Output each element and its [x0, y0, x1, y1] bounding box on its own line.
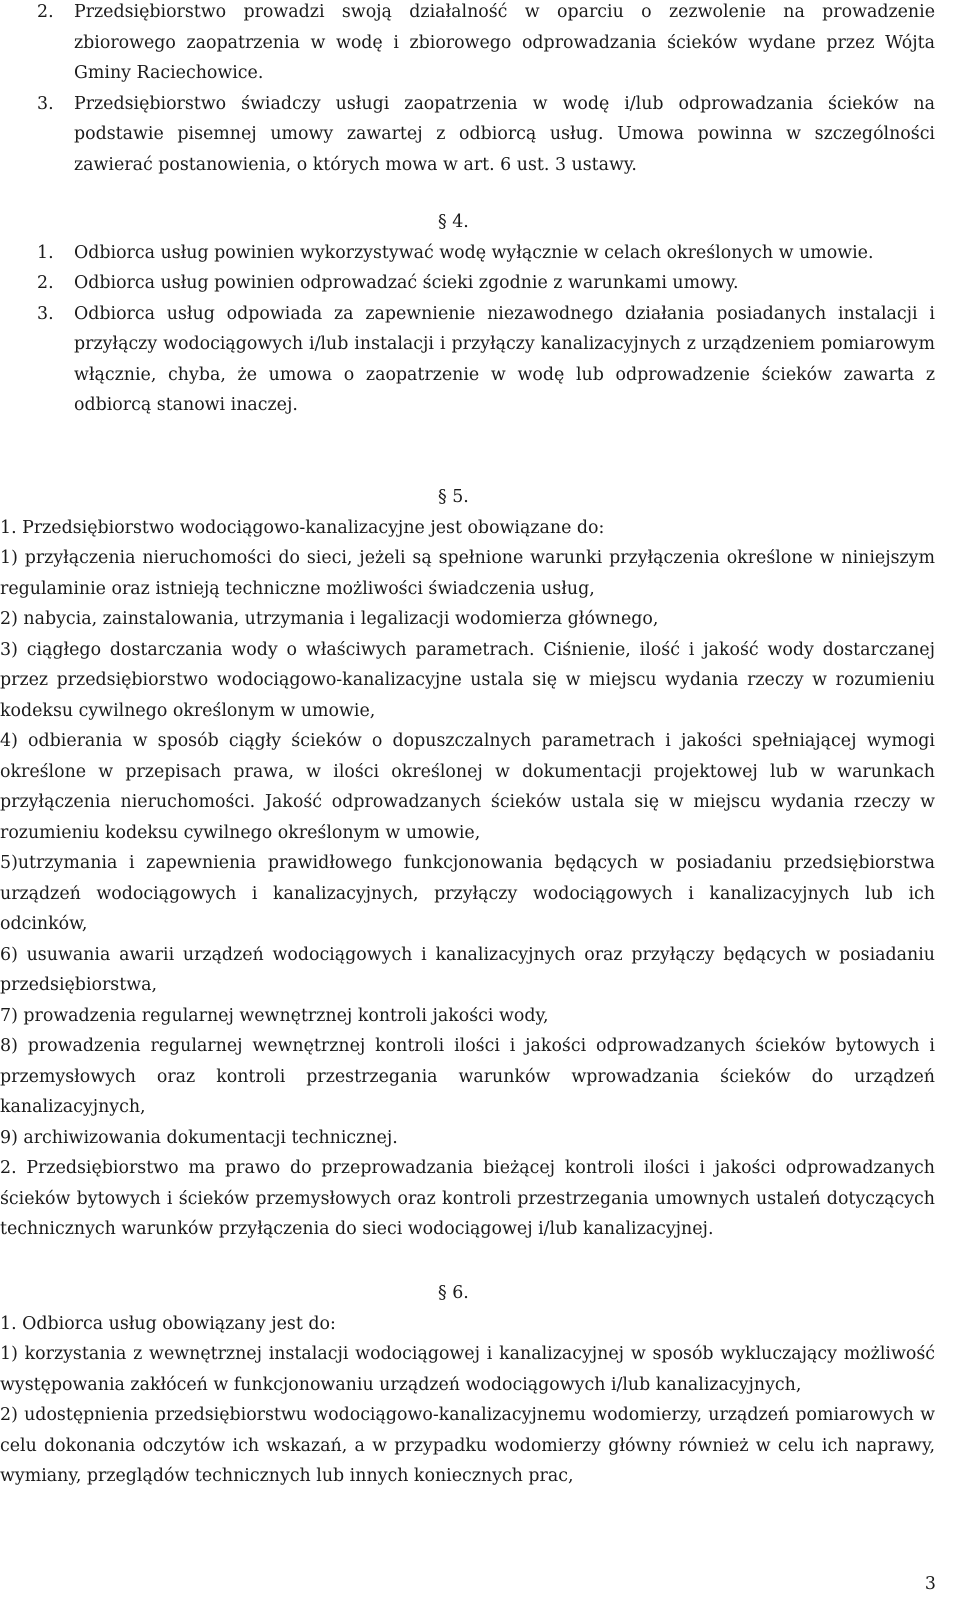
list-item [0, 0, 960, 89]
section-heading: § 6. [438, 1283, 469, 1303]
top-items [0, 0, 960, 180]
section-6 [0, 1278, 960, 1492]
item-number: 1. [37, 242, 54, 263]
paragraph: 5)utrzymania i zapewnienia prawidłowego funkcjonowania będących w posiadaniu przedsiębiorstwa urządzeń wodociągowych i kanalizacyjnych, przyłączy wodociągowych i kanalizacyjnych lub ich odcinków, [0, 853, 935, 934]
section-4 [0, 207, 960, 421]
section-5 [0, 482, 960, 1245]
paragraph: 2) nabycia, zainstalowania, utrzymania i legalizacji wodomierza głównego, [0, 609, 659, 629]
item-text: Przedsiębiorstwo prowadzi swoją działalność w oparciu o zezwolenie na prowadzenie zbiorowego zaopatrzenia w wodę i zbiorowego odprowadzania ścieków wydane przez Wójta Gminy Raciechowice. [74, 2, 935, 83]
item-text: Przedsiębiorstwo świadczy usługi zaopatrzenia w wodę i/lub odprowadzania ścieków na podstawie pisemnej umowy zawartej z odbiorcą usług. Umowa powinna w szczególności zawierać postanowienia, o których mowa w art. 6 ust. 3 ustawy. [74, 93, 935, 175]
paragraph: 2) udostępnienia przedsiębiorstwu wodociągowo-kanalizacyjnemu wodomierzy, urządzeń pomiarowych w celu dokonania odczytów ich wskazań, a w przypadku wodomierzy główny również w celu ich naprawy, wymiany, przeglądów technicznych lub innych koniecznych prac, [0, 1405, 935, 1486]
list-item [0, 89, 960, 181]
list-item [0, 238, 960, 269]
paragraph: 3) ciągłego dostarczania wody o właściwych parametrach. Ciśnienie, ilość i jakość wody dostarczanej przez przedsiębiorstwo wodociągowo-kanalizacyjne ustala się w miejscu wydania rzeczy w rozumieniu kodeksu cywilnego określonym w umowie, [0, 639, 935, 721]
paragraph: 9) archiwizowania dokumentacji technicznej. [0, 1127, 398, 1148]
item-number: 2. [37, 2, 54, 22]
section-heading: § 5. [438, 487, 469, 507]
item-number: 2. [37, 273, 54, 293]
paragraph: 1. Przedsiębiorstwo wodociągowo-kanalizacyjne jest obowiązane do: [0, 517, 605, 538]
section-body [0, 1309, 960, 1492]
section-heading: § 4. [438, 212, 469, 232]
paragraph: 1. Odbiorca usług obowiązany jest do: [0, 1313, 336, 1334]
item-number: 3. [37, 303, 54, 324]
item-text: Odbiorca usług powinien wykorzystywać wodę wyłącznie w celach określonych w umowie. [74, 242, 874, 263]
item-text: Odbiorca usług powinien odprowadzać ścieki zgodnie z warunkami umowy. [74, 273, 739, 293]
page-number: 3 [924, 1574, 936, 1594]
paragraph: 1) przyłączenia nieruchomości do sieci, jeżeli są spełnione warunki przyłączenia określone w niniejszym regulaminie oraz istnieją techniczne możliwości świadczenia usług, [0, 548, 935, 599]
item-number: 3. [37, 93, 54, 114]
paragraph: 4) odbierania w sposób ciągły ścieków o dopuszczalnych parametrach i jakości spełniającej wymogi określone w przepisach prawa, w ilości określonej w dokumentacji projektowej lub w warunkach przyłączenia nieruchomości. Jakość odprowadzanych ścieków ustala się w miejscu wydania rzeczy w rozumieniu kodeksu cywilnego określonym w umowie, [0, 731, 935, 843]
list-item [0, 268, 960, 299]
paragraph: 6) usuwania awarii urządzeń wodociągowych i kanalizacyjnych oraz przyłączy będących w posiadaniu przedsiębiorstwa, [0, 944, 935, 995]
paragraph: 7) prowadzenia regularnej wewnętrznej kontroli jakości wody, [0, 1005, 549, 1026]
item-text: Odbiorca usług odpowiada za zapewnienie niezawodnego działania posiadanych instalacji i przyłączy wodociągowych i/lub instalacji i przyłączy kanalizacyjnych z urządzeniem pomiarowym włącznie, chyba, że umowa o zaopatrzenie w wodę lub odprowadzenie ścieków zawarta z odbiorcą stanowi inaczej. [74, 303, 935, 415]
paragraph: 8) prowadzenia regularnej wewnętrznej kontroli ilości i jakości odprowadzanych ścieków bytowych i przemysłowych oraz kontroli przestrzegania warunków wprowadzania ścieków do urządzeń kanalizacyjnych, [0, 1036, 935, 1117]
paragraph: 1) korzystania z wewnętrznej instalacji wodociągowej i kanalizacyjnej w sposób wykluczający możliwość występowania zakłóceń w funkcjonowaniu urządzeń wodociągowych i/lub kanalizacyjnych, [0, 1344, 935, 1395]
paragraph: 2. Przedsiębiorstwo ma prawo do przeprowadzania bieżącej kontroli ilości i jakości odprowadzanych ścieków bytowych i ścieków przemysłowych oraz kontroli przestrzegania umownych ustaleń dotyczących technicznych warunków przyłączenia do sieci wodociągowej i/lub kanalizacyjnej. [0, 1158, 935, 1239]
section-body [0, 513, 960, 1245]
list-item [0, 299, 960, 421]
